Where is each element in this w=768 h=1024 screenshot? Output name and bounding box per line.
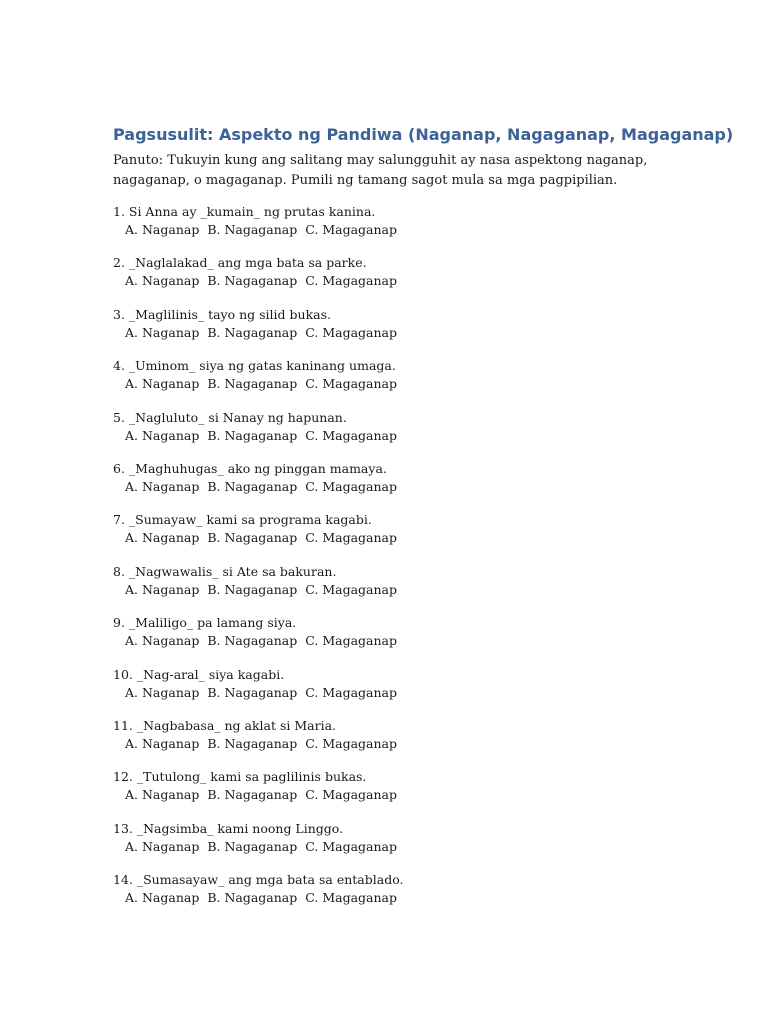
question-item <box>113 768 673 819</box>
answer-choice: C. Magaganap <box>305 478 397 494</box>
answer-choice: A. Naganap <box>125 324 200 340</box>
question-text: 7. _Sumayaw_ kami sa programa kagabi. <box>113 512 372 528</box>
answer-choice: B. Nagaganap <box>207 530 298 546</box>
answer-choice: C. Magaganap <box>305 376 397 392</box>
answer-choice: B. Nagaganap <box>207 273 298 289</box>
answer-choices <box>113 271 673 290</box>
answer-choice: B. Nagaganap <box>207 890 298 906</box>
answer-choice: B. Nagaganap <box>207 324 298 340</box>
answer-choice: A. Naganap <box>125 838 200 854</box>
question-list <box>113 203 673 922</box>
question-text: 5. _Nagluluto_ si Nanay ng hapunan. <box>113 409 347 425</box>
question-item <box>113 820 673 871</box>
answer-choices <box>113 374 673 393</box>
answer-choice: A. Naganap <box>125 890 200 906</box>
question-text: 11. _Nagbabasa_ ng aklat si Maria. <box>113 717 337 733</box>
answer-choices <box>113 734 673 753</box>
answer-choices <box>113 477 673 496</box>
answer-choice: C. Magaganap <box>305 222 397 237</box>
answer-choice: A. Naganap <box>125 530 200 546</box>
answer-choice: A. Naganap <box>125 787 200 803</box>
answer-choice: C. Magaganap <box>305 324 397 340</box>
answer-choice: B. Nagaganap <box>207 735 298 751</box>
answer-choice: C. Magaganap <box>305 735 397 751</box>
answer-choice: A. Naganap <box>125 735 200 751</box>
question-item <box>113 511 673 562</box>
instructions-text: Panuto: Tukuyin kung ang salitang may salungguhit ay nasa aspektong naganap, nagaganap, o magaganap. Pumili ng tamang sagot mula sa mga pagpipilian. <box>113 153 648 188</box>
question-item <box>113 666 673 717</box>
document-page <box>113 124 734 922</box>
answer-choice: C. Magaganap <box>305 273 397 289</box>
answer-choice: B. Nagaganap <box>207 427 298 443</box>
question-text: 1. Si Anna ay _kumain_ ng prutas kanina. <box>113 204 376 219</box>
question-item <box>113 717 673 768</box>
question-item <box>113 614 673 665</box>
question-text: 6. _Maghuhugas_ ako ng pinggan mamaya. <box>113 460 387 476</box>
answer-choice: A. Naganap <box>125 581 200 597</box>
question-text: 14. _Sumasayaw_ ang mga bata sa entablado. <box>113 872 404 888</box>
answer-choice: B. Nagaganap <box>207 787 298 803</box>
question-text: 3. _Maglilinis_ tayo ng silid bukas. <box>113 306 331 322</box>
question-item <box>113 871 673 922</box>
answer-choices <box>113 323 673 342</box>
question-text: 2. _Naglalakad_ ang mga bata sa parke. <box>113 255 367 271</box>
answer-choice: A. Naganap <box>125 376 200 392</box>
answer-choices <box>113 580 673 599</box>
answer-choice: C. Magaganap <box>305 787 397 803</box>
question-item <box>113 563 673 614</box>
answer-choices <box>113 837 673 856</box>
answer-choice: C. Magaganap <box>305 838 397 854</box>
question-item <box>113 306 673 357</box>
page-title: Pagsusulit: Aspekto ng Pandiwa (Naganap, Nagaganap, Magaganap) <box>113 125 734 144</box>
answer-choice: C. Magaganap <box>305 581 397 597</box>
answer-choice: B. Nagaganap <box>207 838 298 854</box>
question-item <box>113 460 673 511</box>
answer-choice: A. Naganap <box>125 273 200 289</box>
answer-choice: C. Magaganap <box>305 633 397 649</box>
question-text: 13. _Nagsimba_ kami noong Linggo. <box>113 820 344 836</box>
answer-choice: A. Naganap <box>125 684 200 700</box>
answer-choice: B. Nagaganap <box>207 478 298 494</box>
question-item <box>113 357 673 408</box>
question-text: 10. _Nag-aral_ siya kagabi. <box>113 666 285 682</box>
answer-choices <box>113 528 673 547</box>
answer-choice: C. Magaganap <box>305 427 397 443</box>
question-item <box>113 203 673 254</box>
question-item <box>113 254 673 305</box>
answer-choices <box>113 631 673 650</box>
answer-choices <box>113 785 673 804</box>
answer-choice: B. Nagaganap <box>207 222 298 237</box>
answer-choices <box>113 220 673 239</box>
answer-choice: C. Magaganap <box>305 530 397 546</box>
answer-choice: B. Nagaganap <box>207 581 298 597</box>
answer-choice: A. Naganap <box>125 478 200 494</box>
question-text: 4. _Uminom_ siya ng gatas kaninang umaga. <box>113 358 396 374</box>
answer-choice: B. Nagaganap <box>207 633 298 649</box>
question-text: 12. _Tutulong_ kami sa paglilinis bukas. <box>113 769 367 785</box>
answer-choices <box>113 683 673 702</box>
question-text: 8. _Nagwawalis_ si Ate sa bakuran. <box>113 563 337 579</box>
answer-choices <box>113 888 673 907</box>
answer-choice: C. Magaganap <box>305 684 397 700</box>
answer-choice: B. Nagaganap <box>207 376 298 392</box>
answer-choice: C. Magaganap <box>305 890 397 906</box>
question-text: 9. _Maliligo_ pa lamang siya. <box>113 615 297 631</box>
answer-choice: A. Naganap <box>125 222 200 237</box>
answer-choice: B. Nagaganap <box>207 684 298 700</box>
answer-choice: A. Naganap <box>125 633 200 649</box>
question-item <box>113 409 673 460</box>
answer-choice: A. Naganap <box>125 427 200 443</box>
answer-choices <box>113 426 673 445</box>
